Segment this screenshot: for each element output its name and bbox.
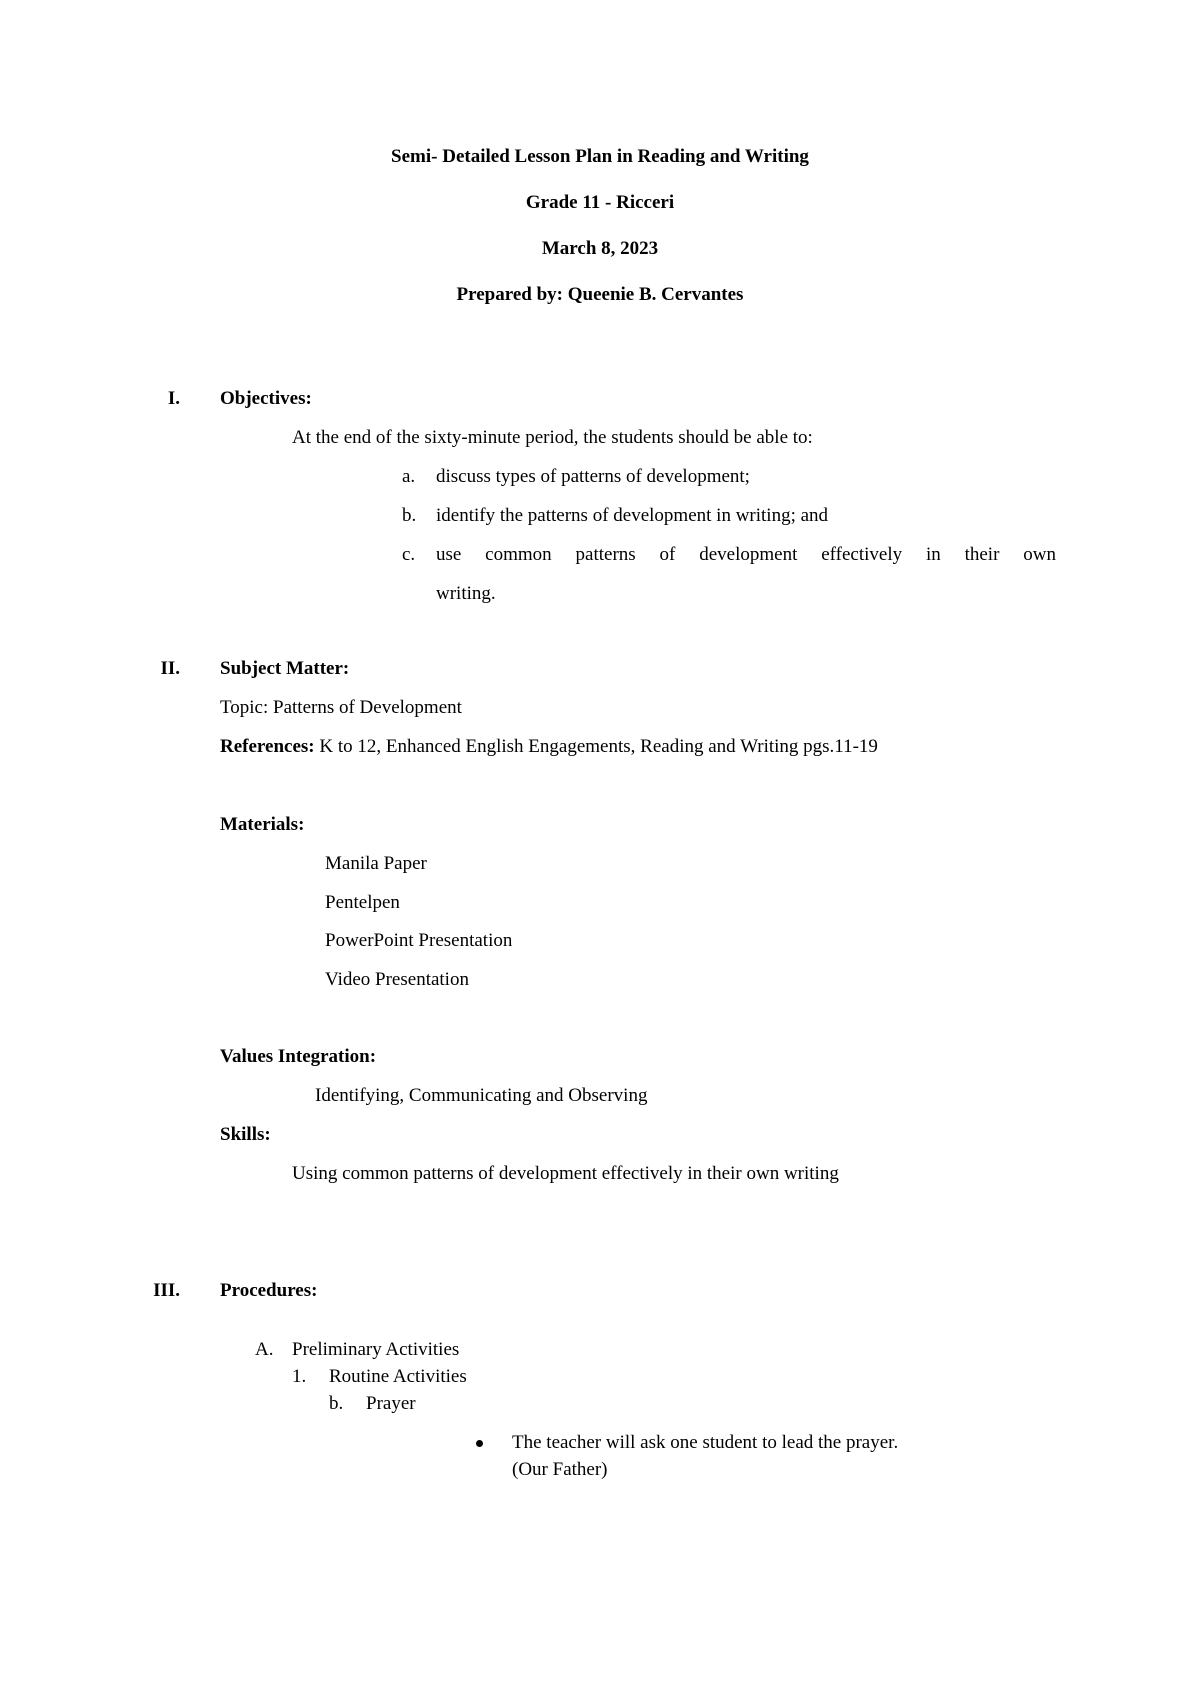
routine-number: 1. [292, 1366, 307, 1387]
prepared-by: Prepared by: Queenie B. Cervantes [456, 284, 744, 305]
grade-section: Grade 11 - Ricceri [525, 192, 675, 213]
material-item: Video Presentation [325, 969, 469, 990]
routine-activities: Routine Activities [329, 1366, 467, 1387]
preliminary-activities: Preliminary Activities [292, 1339, 460, 1360]
topic-line: Topic: Patterns of Development [220, 697, 462, 718]
section-numeral-objectives: I. [167, 388, 180, 409]
objective-item-c-continuation: writing. [436, 583, 496, 604]
values-integration-text: Identifying, Communicating and Observing [315, 1085, 648, 1106]
skills-text: Using common patterns of development effectively in their own writing [292, 1163, 839, 1184]
references-text: K to 12, Enhanced English Engagements, Reading and Writing pgs.11-19 [314, 736, 878, 757]
prayer-label: Prayer [366, 1393, 416, 1414]
objective-letter-c: c. [402, 544, 416, 565]
materials-heading: Materials: [220, 814, 305, 835]
bullet-dot-icon [476, 1440, 483, 1447]
material-item: Manila Paper [325, 853, 427, 874]
objectives-intro: At the end of the sixty-minute period, the students should be able to: [292, 427, 813, 448]
material-item: Pentelpen [325, 892, 400, 913]
objective-item-a: discuss types of patterns of development; [436, 466, 750, 487]
references-label: References: [220, 736, 315, 757]
procedures-heading: Procedures: [220, 1280, 318, 1301]
section-numeral-procedures: III. [153, 1280, 180, 1301]
skills-heading: Skills: [220, 1124, 271, 1145]
values-integration-heading: Values Integration: [220, 1046, 377, 1067]
prayer-instruction-note: (Our Father) [512, 1459, 608, 1480]
objectives-heading: Objectives: [220, 388, 312, 409]
prayer-letter: b. [329, 1393, 344, 1414]
references-line [220, 736, 878, 758]
prayer-instruction: The teacher will ask one student to lead the prayer. [512, 1432, 899, 1453]
objective-item-b: identify the patterns of development in writing; and [436, 505, 829, 526]
subject-matter-heading: Subject Matter: [220, 658, 350, 679]
section-numeral-subject-matter: II. [160, 658, 180, 679]
objective-item-c: use common patterns of development effectively in their own [436, 544, 1056, 565]
document-title: Semi- Detailed Lesson Plan in Reading and Writing [391, 146, 809, 167]
material-item: PowerPoint Presentation [325, 930, 513, 951]
procedure-letter-a: A. [255, 1339, 274, 1360]
objective-letter-a: a. [402, 466, 416, 487]
objective-letter-b: b. [402, 505, 417, 526]
lesson-date: March 8, 2023 [541, 238, 659, 259]
